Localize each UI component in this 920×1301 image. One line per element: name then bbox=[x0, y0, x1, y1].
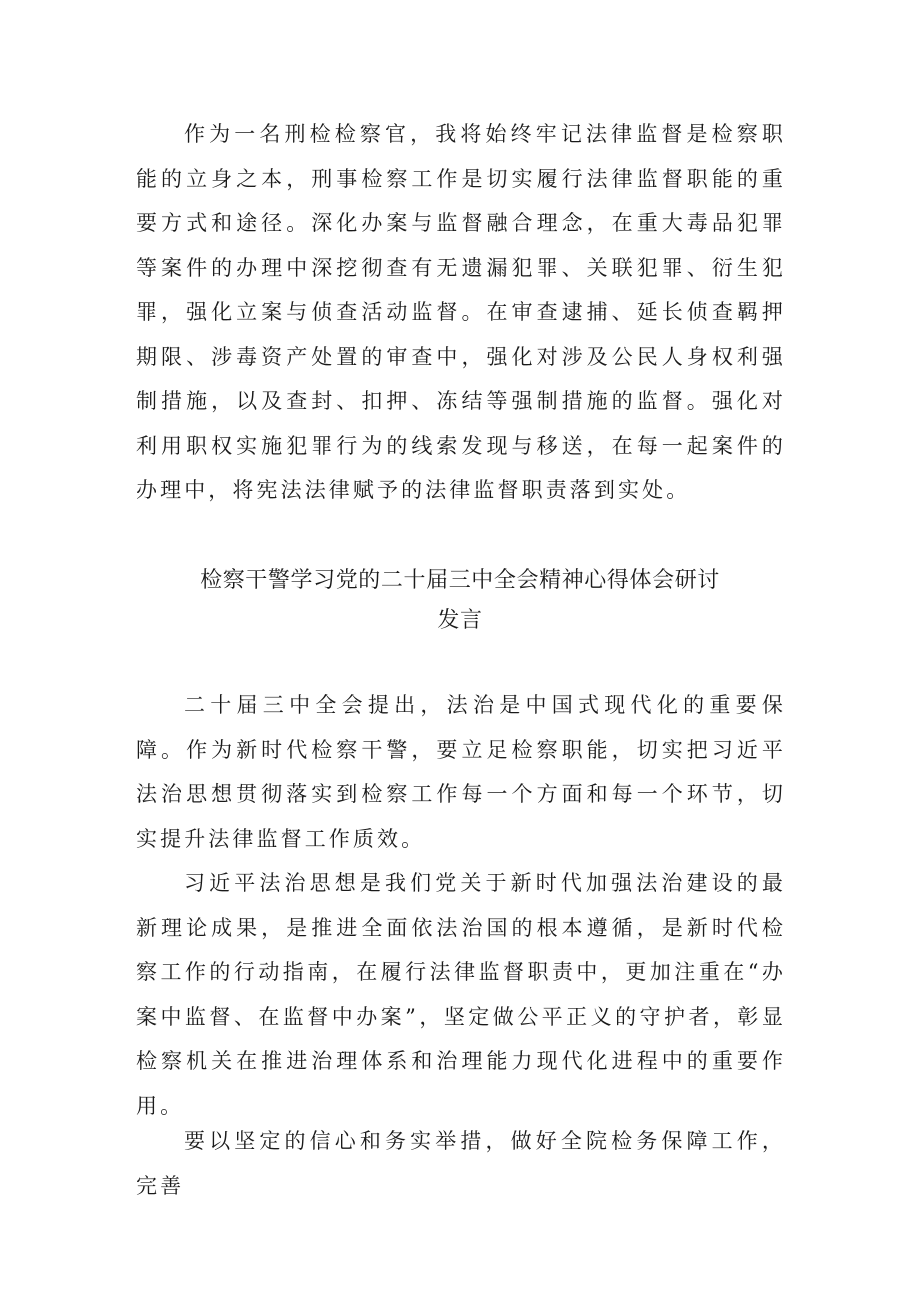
intro-section bbox=[136, 112, 786, 513]
trailing-section bbox=[136, 1119, 786, 1208]
section-title-line-2: 发言 bbox=[437, 608, 483, 633]
section-title bbox=[120, 561, 800, 641]
body-section bbox=[136, 683, 786, 1128]
body-paragraph-2: 习近平法治思想是我们党关于新时代加强法治建设的最新理论成果，是推进全面依法治国的根本遵循，是新时代检察工作的行动指南，在履行法律监督职责中，更加注重在“办案中监督、在监督中办案”，坚定做公平正义的守护者，彰显检察机关在推进治理体系和治理能力现代化进程中的重要作用。 bbox=[136, 871, 786, 1118]
intro-paragraph: 作为一名刑检检察官，我将始终牢记法律监督是检察职能的立身之本，刑事检察工作是切实履行法律监督职能的重要方式和途径。深化办案与监督融合理念，在重大毒品犯罪等案件的办理中深挖彻查有无遗漏犯罪、关联犯罪、衍生犯罪，强化立案与侦查活动监督。在审查逮捕、延长侦查羁押期限、涉毒资产处置的审查中，强化对涉及公民人身权利强制措施，以及查封、扣押、冻结等强制措施的监督。强化对利用职权实施犯罪行为的线索发现与移送，在每一起案件的办理中，将宪法法律赋予的法律监督职责落到实处。 bbox=[136, 122, 786, 502]
body-paragraph-1: 二十届三中全会提出，法治是中国式现代化的重要保障。作为新时代检察干警，要立足检察职能，切实把习近平法治思想贯彻落实到检察工作每一个方面和每一个环节，切实提升法律监督工作质效。 bbox=[136, 693, 786, 851]
section-title-line-1: 检察干警学习党的二十届三中全会精神心得体会研讨 bbox=[200, 568, 720, 593]
body-paragraph-3: 要以坚定的信心和务实举措，做好全院检务保障工作，完善 bbox=[136, 1129, 786, 1198]
